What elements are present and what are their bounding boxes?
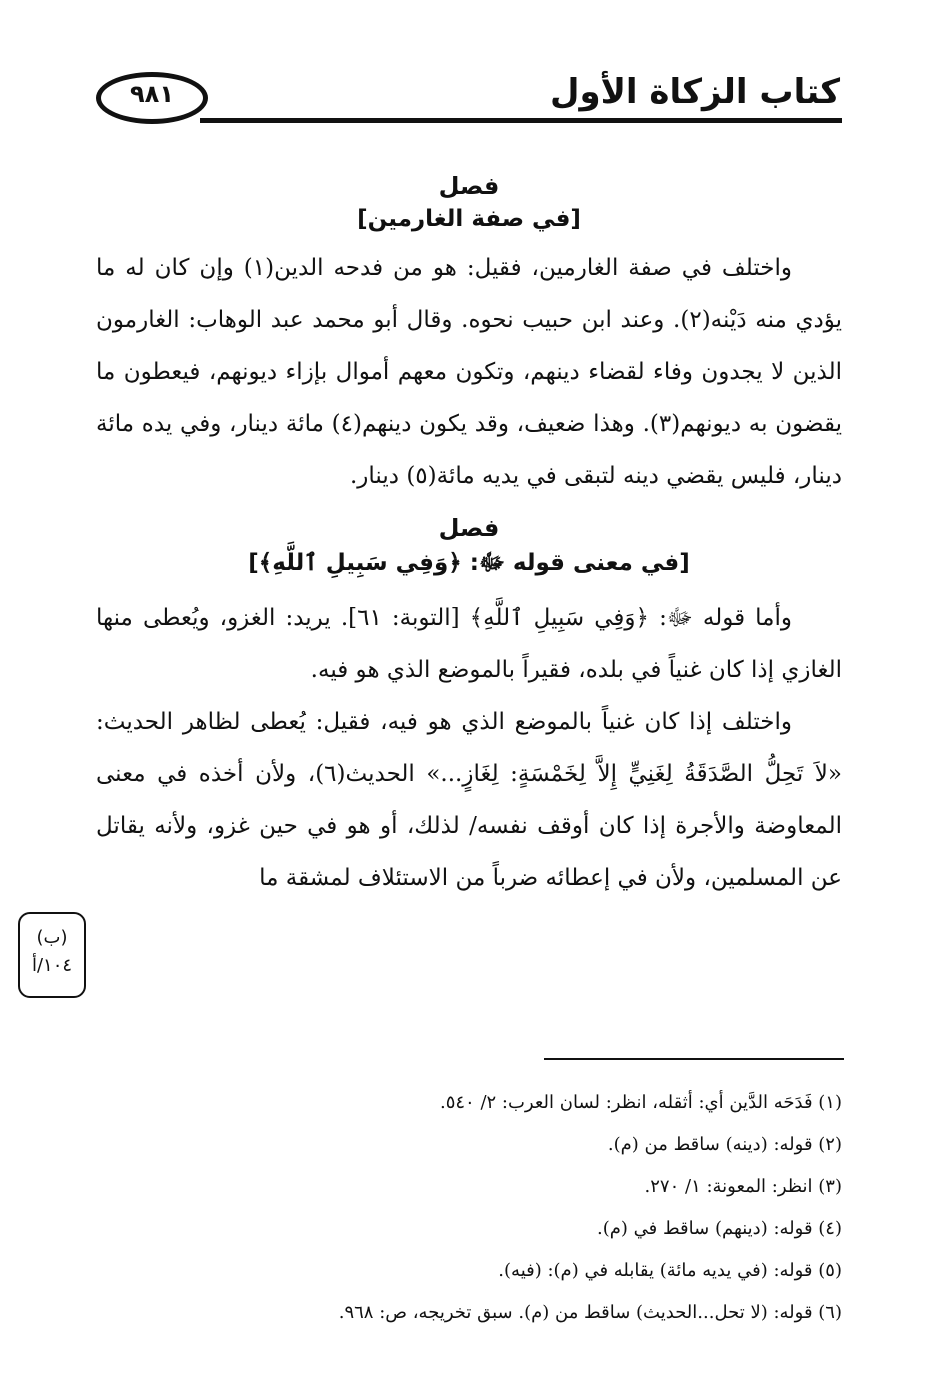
footnotes (96, 1082, 842, 1334)
header-rule (200, 118, 842, 123)
section-heading: فصل (438, 514, 500, 542)
folio-side: (ب) (36, 927, 68, 948)
footnote: (٦) قوله: (لا تحل...الحديث) ساقط من (م). سبق تخريجه، ص: ٩٦٨. (338, 1302, 842, 1323)
section-subheading: [في صفة الغارمين] (357, 206, 581, 232)
folio-number: ١٠٤/أ (31, 955, 73, 976)
paragraph: وأما قوله ﷻ: ﴿وَفِي سَبِيلِ ٱللَّهِ﴾ [التوبة: ٦١]. يريد: الغزو، ويُعطى منها الغازي إذا كان غنياً في بلده، فقيراً بالموضع الذي هو فيه. (96, 605, 842, 683)
section-heading: فصل (438, 172, 500, 200)
page-number: ٩٨١ (130, 80, 174, 108)
manuscript-folio-note (18, 912, 86, 998)
footnote-separator (544, 1058, 844, 1060)
section-1 (96, 172, 842, 502)
paragraph: واختلف في صفة الغارمين، فقيل: هو من فدحه الدين(١) وإن كان له ما يؤدي منه دَيْنه(٢). وعند ابن حبيب نحوه. وقال أبو محمد عبد الوهاب: الغارمون الذين لا يجدون وفاء لقضاء دينهم، وتكون معهم أموال بإزاء ديونهم، فيعطون ما يقضون به ديونهم(٣). وهذا ضعيف، وقد يكون دينهم(٤) مائة دينار، وفي يده مائة دينار، فليس يقضي دينه لتبقى في يديه مائة(٥) دينار. (96, 255, 842, 489)
footnote: (١) فَدَحَه الدَّين أي: أثقله، انظر: لسان العرب: ٢/ ٥٤٠. (439, 1092, 842, 1113)
book-title: كتاب الزكاة الأول (549, 72, 840, 112)
page-header (0, 0, 938, 140)
section-subheading: [في معنى قوله ﷻ: ﴿وَفِي سَبِيلِ ٱللَّهِ﴾] (248, 550, 690, 576)
footnote: (٤) قوله: (دينهم) ساقط في (م). (597, 1218, 842, 1239)
main-text (96, 160, 842, 904)
paragraph: واختلف إذا كان غنياً بالموضع الذي هو فيه، فقيل: يُعطى لظاهر الحديث: «لاَ تَحِلُّ الصَّدَقَةُ لِغَنِيٍّ إِلاَّ لِخَمْسَةٍ: لِغَازٍ...» الحديث(٦)، ولأن أخذه في معنى المعاوضة والأجرة إذا كان أوقف نفسه/ لذلك، أو هو في حين غزو، ولأنه يقاتل عن المسلمين، ولأن في إعطائه ضرباً من الاستئلاف لمشقة ما (96, 709, 842, 891)
footnote: (٥) قوله: (في يديه مائة) يقابله في (م): (فيه). (498, 1260, 842, 1281)
footnote: (٢) قوله: (دينه) ساقط من (م). (607, 1134, 842, 1155)
footnote: (٣) انظر: المعونة: ١/ ٢٧٠. (644, 1176, 842, 1197)
section-2 (96, 514, 842, 904)
